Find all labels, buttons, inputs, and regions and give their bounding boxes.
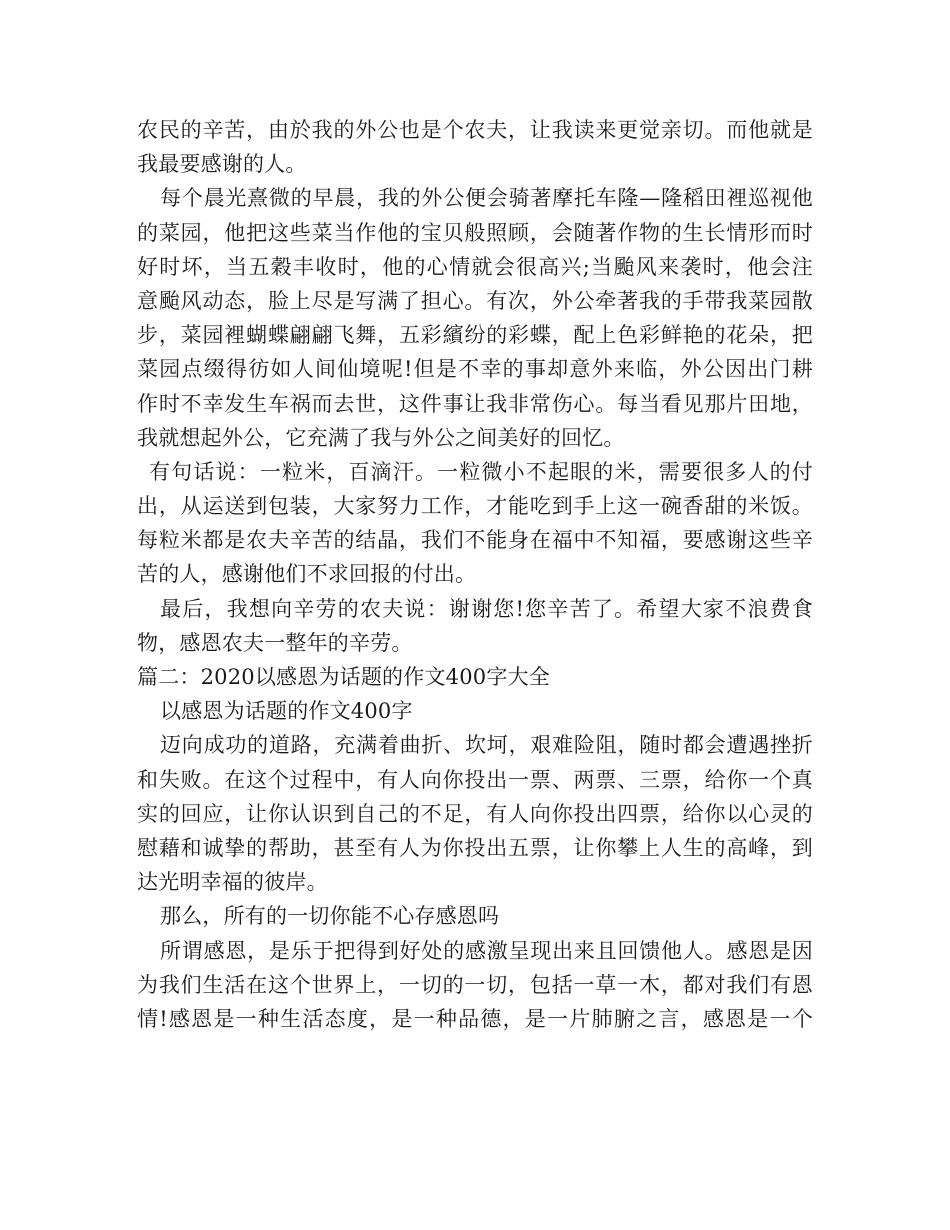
paragraph-start-line: 最后，我想向辛劳的农夫说：谢谢您!您辛苦了。希望大家不浪费食: [160, 596, 813, 621]
text-line: 为我们生活在这个世界上，一切的一切，包括一草一木，都对我们有恩: [137, 972, 813, 997]
text-line: 每粒米都是农夫辛苦的结晶，我们不能身在福中不知福，要感谢这些辛: [137, 528, 813, 553]
paragraph-start-line: 每个晨光熹微的早晨，我的外公便会骑著摩托车隆—隆稻田裡巡视他: [160, 186, 813, 211]
text-line: 实的回应，让你认识到自己的不足，有人向你投出四票，给你以心灵的: [137, 801, 813, 826]
text-line: 农民的辛苦，由於我的外公也是个农夫，让我读来更觉亲切。而他就是: [137, 118, 813, 142]
paragraph-start-line: 那么，所有的一切你能不心存感恩吗: [160, 904, 500, 929]
essay-text-block: [137, 113, 813, 1036]
text-line: 苦的人，感谢他们不求回报的付出。: [137, 562, 477, 587]
text-line: 菜园点缀得彷如人间仙境呢!但是不幸的事却意外来临，外公因出门耕: [137, 357, 813, 382]
text-line: 意颱风动态，脸上尽是写满了担心。有次，外公牵著我的手带我菜园散: [137, 288, 813, 313]
section-heading: 篇二：2020以感恩为话题的作文400字大全: [137, 665, 550, 689]
text-line: 好时坏，当五穀丰收时，他的心情就会很高兴;当颱风来袭时，他会注: [137, 254, 813, 279]
text-line: 慰藉和诚挚的帮助，甚至有人为你投出五票，让你攀上人生的高峰，到: [137, 835, 813, 860]
essay-title: 以感恩为话题的作文400字: [160, 699, 413, 724]
text-line: 出，从运送到包装，大家努力工作，才能吃到手上这一碗香甜的米饭。: [137, 494, 813, 519]
text-line: 的菜园，他把这些菜当作他的宝贝般照顾，会随著作物的生长情形而时: [137, 220, 813, 245]
text-line: 我就想起外公，它充满了我与外公之间美好的回忆。: [137, 425, 625, 450]
paragraph-start-line: 有句话说：一粒米，百滴汗。一粒微小不起眼的米，需要很多人的付: [149, 459, 813, 484]
text-line: 物，感恩农夫一整年的辛劳。: [137, 630, 413, 655]
text-line: 步，菜园裡蝴蝶翩翩飞舞，五彩繽纷的彩蝶，配上色彩鲜艳的花朵，把: [137, 323, 813, 348]
text-line: 我最要感谢的人。: [137, 152, 307, 177]
text-line: 和失败。在这个过程中，有人向你投出一票、两票、三票，给你一个真: [137, 767, 813, 792]
paragraph-start-line: 所谓感恩，是乐于把得到好处的感激呈现出来且回馈他人。感恩是因: [160, 938, 813, 963]
paragraph-start-line: 迈向成功的道路，充满着曲折、坎坷，艰难险阻，随时都会遭遇挫折: [160, 733, 813, 758]
text-line: 达光明幸福的彼岸。: [137, 870, 328, 895]
text-line: 情!感恩是一种生活态度，是一种品德，是一片肺腑之言，感恩是一个: [137, 1006, 813, 1031]
text-line: 作时不幸发生车祸而去世，这件事让我非常伤心。每当看见那片田地，: [137, 391, 813, 416]
